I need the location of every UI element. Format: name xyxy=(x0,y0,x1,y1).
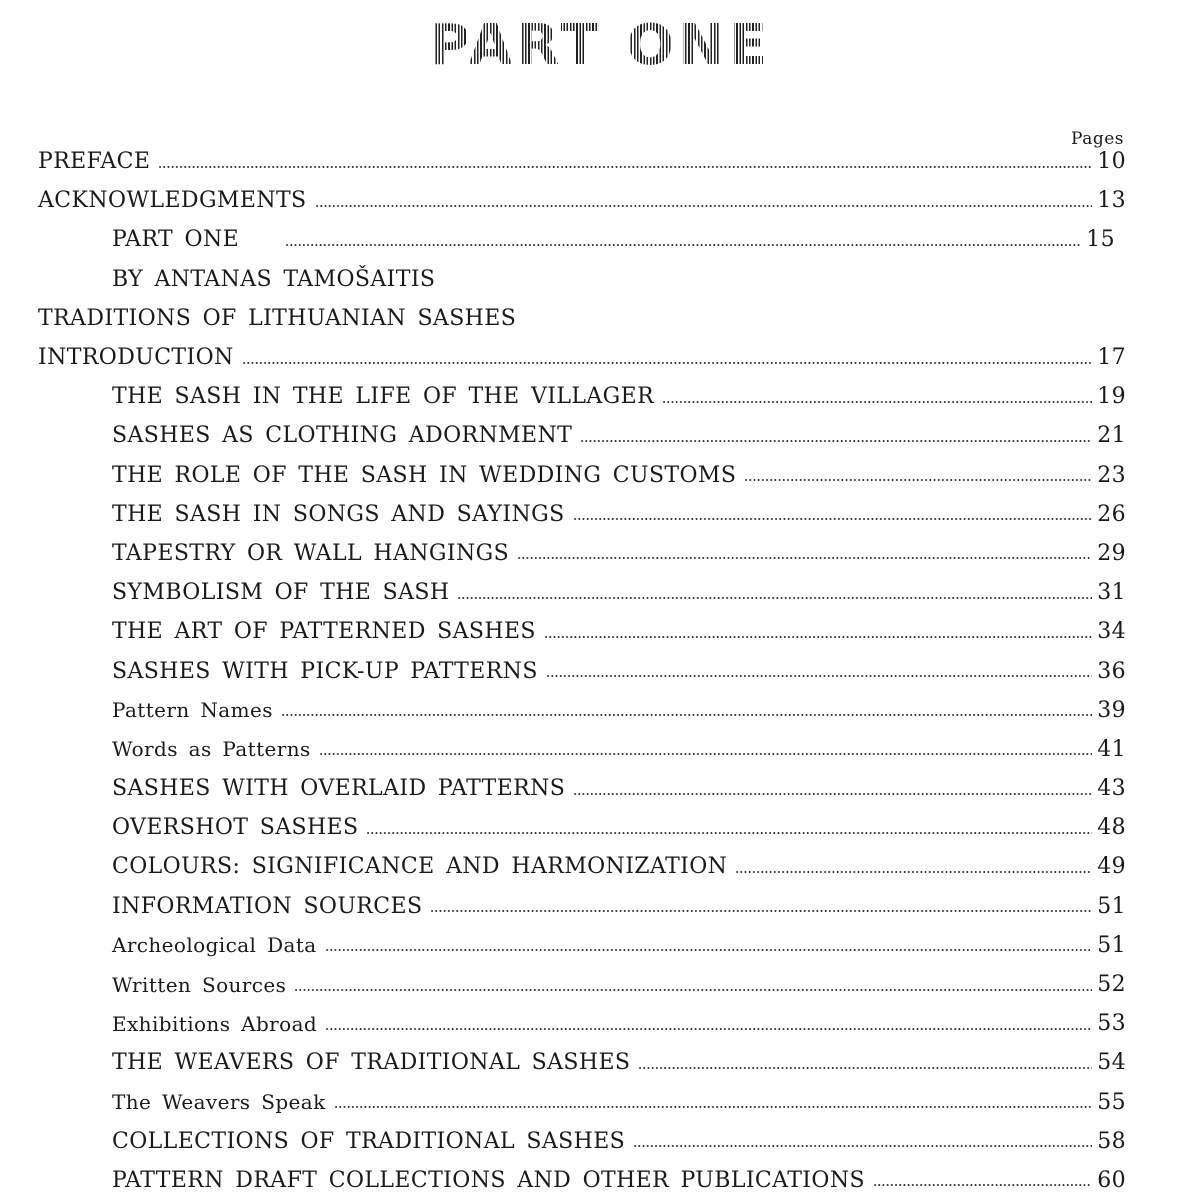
dot-leader xyxy=(158,166,1092,168)
dot-leader xyxy=(633,1145,1092,1147)
toc-entry-title: TRADITIONS OF LITHUANIAN SASHES xyxy=(38,305,517,331)
toc-entry-title: Exhibitions Abroad xyxy=(112,1011,318,1036)
toc-entry xyxy=(0,1122,1200,1161)
dot-leader xyxy=(319,753,1092,755)
toc-entry-page-number: 29 xyxy=(1097,540,1126,566)
toc-entry-page-number: 60 xyxy=(1097,1167,1126,1193)
toc-entry-page-number: 51 xyxy=(1097,932,1126,958)
toc-entry-title: The Weavers Speak xyxy=(112,1090,326,1115)
toc-entry-title: SASHES WITH PICK-UP PATTERNS xyxy=(112,658,538,684)
toc-entry xyxy=(0,534,1200,573)
toc-entry-title: OVERSHOT SASHES xyxy=(112,815,359,841)
toc-entry xyxy=(0,299,1200,338)
toc-entry-title: PART ONE xyxy=(112,227,240,253)
toc-entry-page-number: 54 xyxy=(1097,1050,1126,1076)
dot-leader xyxy=(735,871,1092,873)
toc-entry-title: COLOURS: SIGNIFICANCE AND HARMONIZATION xyxy=(112,854,728,880)
toc-entry-page-number: 13 xyxy=(1097,188,1126,214)
toc-entry-page-number: 10 xyxy=(1097,149,1126,175)
toc-entry-title: PATTERN DRAFT COLLECTIONS AND OTHER PUBLICATIONS xyxy=(112,1167,865,1193)
toc-entry-title: COLLECTIONS OF TRADITIONAL SASHES xyxy=(112,1128,626,1154)
toc-entry-page-number: 15 xyxy=(1086,227,1116,253)
toc-entry-title: ACKNOWLEDGMENTS xyxy=(38,188,307,214)
toc-entry-title: SASHES WITH OVERLAID PATTERNS xyxy=(112,776,566,802)
toc-entry xyxy=(0,612,1200,651)
dot-leader xyxy=(366,832,1092,834)
dot-leader xyxy=(281,714,1092,716)
toc-entry-page-number: 26 xyxy=(1097,501,1126,527)
toc-entry xyxy=(0,1043,1200,1082)
dot-leader xyxy=(744,479,1092,481)
toc-entry-title: Written Sources xyxy=(112,972,287,997)
table-of-contents xyxy=(0,142,1200,1200)
toc-entry-page-number: 41 xyxy=(1097,736,1126,762)
dot-leader xyxy=(430,910,1092,912)
page-title-wrap xyxy=(0,10,1200,82)
toc-entry-page-number: 23 xyxy=(1097,462,1126,488)
toc-entry-page-number: 34 xyxy=(1097,619,1126,645)
toc-entry xyxy=(0,730,1200,769)
dot-leader xyxy=(325,1028,1092,1030)
toc-entry-page-number: 53 xyxy=(1097,1011,1126,1037)
dot-leader xyxy=(573,793,1092,795)
toc-entry-title: SYMBOLISM OF THE SASH xyxy=(112,580,450,606)
toc-entry-page-number: 52 xyxy=(1097,972,1126,998)
toc-entry xyxy=(0,338,1200,377)
dot-leader xyxy=(242,362,1092,364)
toc-entry-page-number: 43 xyxy=(1097,776,1126,802)
toc-entry-title: THE SASH IN THE LIFE OF THE VILLAGER xyxy=(112,384,655,410)
toc-entry-page-number: 17 xyxy=(1097,345,1126,371)
toc-entry-title: THE ART OF PATTERNED SASHES xyxy=(112,619,536,645)
toc-entry-title: Pattern Names xyxy=(112,698,273,723)
dot-leader xyxy=(580,440,1092,442)
toc-entry xyxy=(0,495,1200,534)
toc-entry xyxy=(0,260,1200,299)
toc-entry xyxy=(0,691,1200,730)
dot-leader xyxy=(325,949,1092,951)
toc-entry-page-number: 51 xyxy=(1097,893,1126,919)
dot-leader xyxy=(334,1106,1092,1108)
toc-entry-page-number: 48 xyxy=(1097,815,1126,841)
dot-leader xyxy=(546,675,1092,677)
dot-leader xyxy=(544,636,1092,638)
toc-entry xyxy=(0,1004,1200,1043)
dot-leader xyxy=(294,989,1092,991)
dot-leader xyxy=(517,557,1092,559)
toc-entry xyxy=(0,965,1200,1004)
toc-entry-title: Archeological Data xyxy=(112,933,317,958)
toc-entry xyxy=(0,887,1200,926)
dot-leader xyxy=(457,597,1092,599)
toc-entry-title: THE SASH IN SONGS AND SAYINGS xyxy=(112,501,565,527)
dot-leader xyxy=(315,205,1092,207)
dot-leader xyxy=(285,244,1081,246)
toc-entry-title: THE ROLE OF THE SASH IN WEDDING CUSTOMS xyxy=(112,462,737,488)
toc-entry-page-number: 58 xyxy=(1097,1128,1126,1154)
toc-entry-title: SASHES AS CLOTHING ADORNMENT xyxy=(112,423,573,449)
page-title: PART ONE xyxy=(429,10,771,82)
toc-entry-title: TAPESTRY OR WALL HANGINGS xyxy=(112,540,510,566)
toc-entry-title: INFORMATION SOURCES xyxy=(112,893,423,919)
toc-entry xyxy=(0,651,1200,690)
toc-entry xyxy=(0,377,1200,416)
toc-entry xyxy=(0,142,1200,181)
toc-entry xyxy=(0,181,1200,220)
toc-entry xyxy=(0,808,1200,847)
toc-entry-page-number: 36 xyxy=(1097,658,1126,684)
toc-entry-page-number: 21 xyxy=(1097,423,1126,449)
toc-entry-title: PREFACE xyxy=(38,149,151,175)
dot-leader xyxy=(873,1184,1092,1186)
toc-entry xyxy=(0,926,1200,965)
toc-entry xyxy=(0,769,1200,808)
dot-leader xyxy=(662,401,1092,403)
toc-entry xyxy=(0,456,1200,495)
toc-entry-page-number: 55 xyxy=(1097,1089,1126,1115)
toc-entry-title: THE WEAVERS OF TRADITIONAL SASHES xyxy=(112,1050,631,1076)
toc-entry xyxy=(0,573,1200,612)
toc-entry xyxy=(0,1083,1200,1122)
dot-leader xyxy=(573,518,1092,520)
toc-entry xyxy=(0,416,1200,455)
toc-entry xyxy=(0,220,1200,259)
pages-column-label: Pages xyxy=(1071,129,1124,149)
toc-entry-title: Words as Patterns xyxy=(112,737,311,762)
toc-entry xyxy=(0,1161,1200,1200)
toc-entry-page-number: 31 xyxy=(1097,580,1126,606)
dot-leader xyxy=(638,1067,1092,1069)
toc-entry-title: INTRODUCTION xyxy=(38,345,234,371)
toc-entry xyxy=(0,847,1200,886)
toc-entry-page-number: 39 xyxy=(1097,697,1126,723)
toc-entry-page-number: 49 xyxy=(1097,854,1126,880)
toc-entry-title: BY ANTANAS TAMOŠAITIS xyxy=(112,266,436,292)
toc-entry-page-number: 19 xyxy=(1097,384,1126,410)
